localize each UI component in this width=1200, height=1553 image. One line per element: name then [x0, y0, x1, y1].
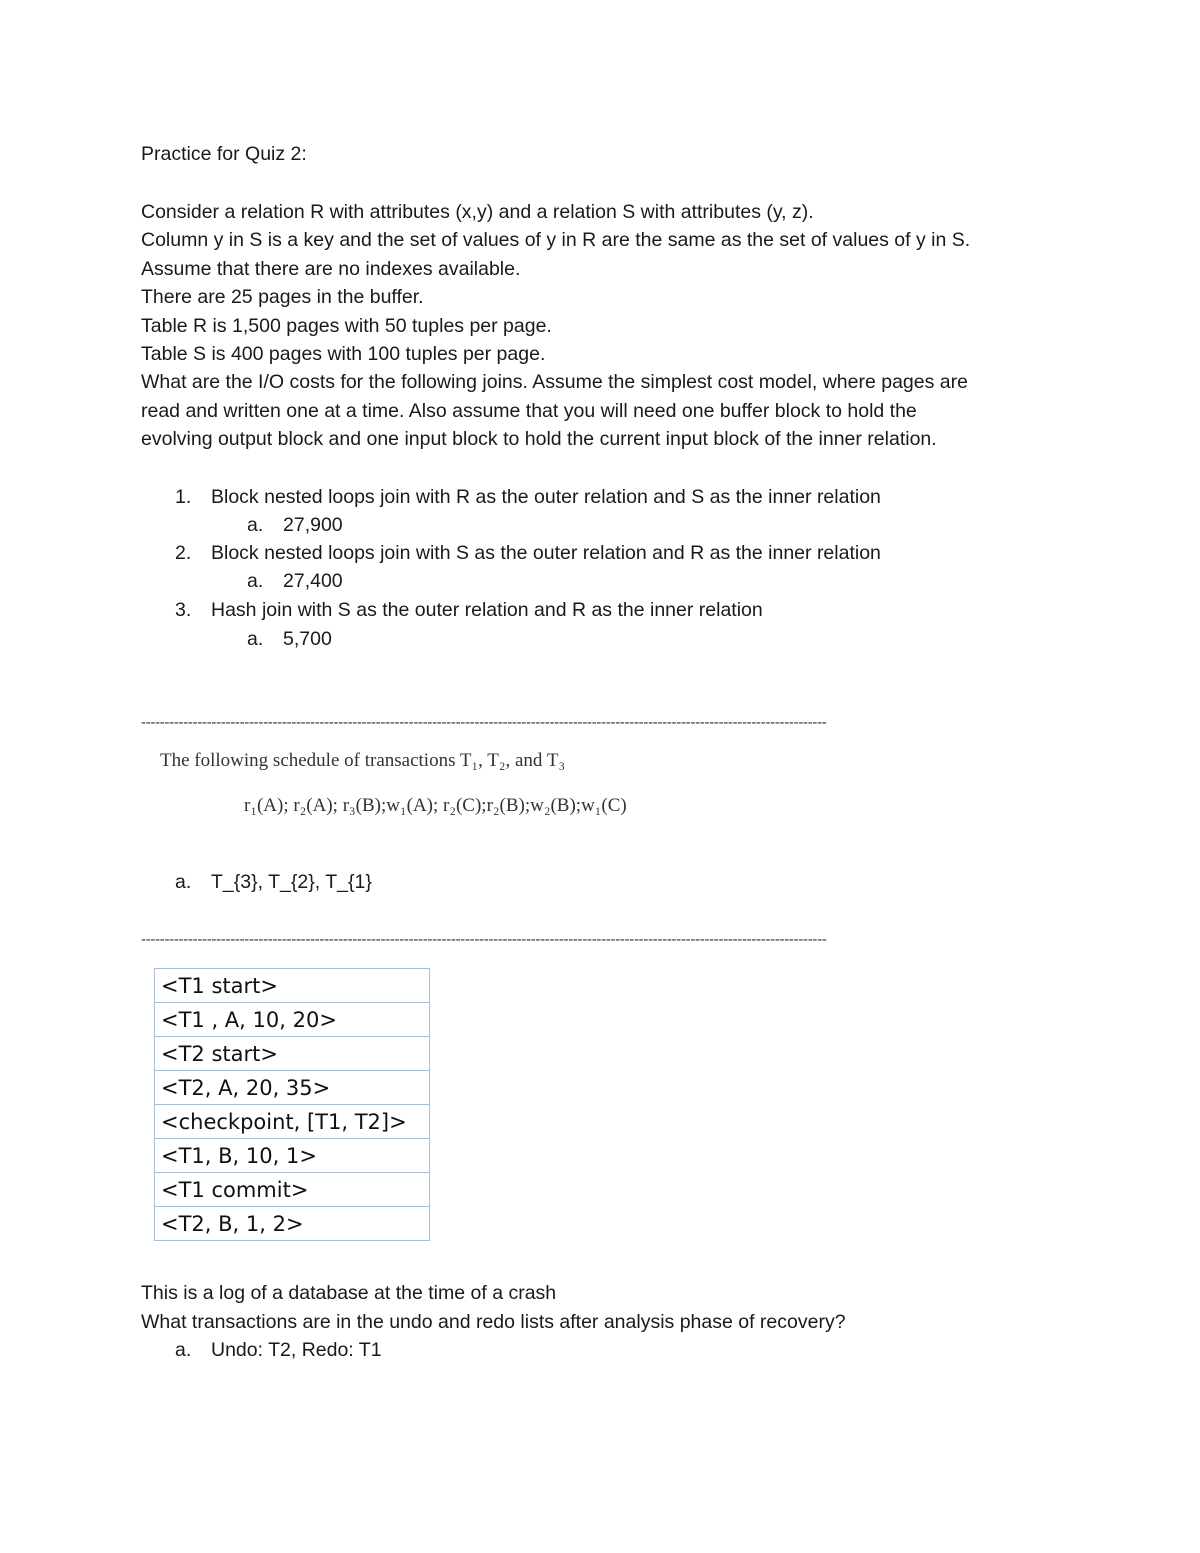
log-entry: <T1, B, 10, 1> [155, 1139, 430, 1173]
section-separator: -------------------------------------------------------------------------------------------------------------------------------------------------- [141, 714, 827, 731]
answer-label: a. [247, 514, 264, 536]
schedule-title: The following schedule of transactions T₁, T₂, and T₃ [160, 750, 566, 771]
answer-text: 27,400 [283, 570, 343, 592]
log-row [155, 1105, 430, 1139]
answer-label: a. [175, 1339, 192, 1361]
question-text: Block nested loops join with S as the outer relation and R as the inner relation [211, 542, 881, 564]
answer-text: Undo: T2, Redo: T1 [211, 1339, 382, 1361]
log-entry: <T2 start> [155, 1037, 430, 1071]
question-number: 3. [175, 599, 192, 621]
answer-label: a. [247, 628, 264, 650]
log-row [155, 1071, 430, 1105]
recovery-question [141, 1279, 846, 1336]
recovery-line: What transactions are in the undo and redo lists after analysis phase of recovery? [141, 1310, 846, 1333]
intro-line: Table S is 400 pages with 100 tuples per page. [141, 343, 546, 366]
page-title: Practice for Quiz 2: [141, 143, 307, 165]
intro-line: evolving output block and one input block to hold the current input block of the inner relation. [141, 428, 937, 451]
question-number: 2. [175, 542, 192, 564]
log-row [155, 1037, 430, 1071]
answer-label: a. [247, 570, 264, 592]
log-row [155, 1003, 430, 1037]
log-row [155, 1207, 430, 1241]
log-entry: <T2, A, 20, 35> [155, 1071, 430, 1105]
problem-statement [141, 198, 1071, 454]
section-separator: -------------------------------------------------------------------------------------------------------------------------------------------------- [141, 931, 827, 948]
question-number: 1. [175, 486, 192, 508]
intro-line: Consider a relation R with attributes (x,y) and a relation S with attributes (y, z). [141, 201, 814, 223]
intro-line: read and written one at a time. Also assume that you will need one buffer block to hold the [141, 399, 917, 422]
question-text: Hash join with S as the outer relation and R as the inner relation [211, 599, 763, 621]
log-entry: <T1 , A, 10, 20> [155, 1003, 430, 1037]
log-table [154, 968, 430, 1241]
log-row [155, 1139, 430, 1173]
intro-line: What are the I/O costs for the following joins. Assume the simplest cost model, where pages are [141, 371, 968, 394]
answer-label: a. [175, 871, 192, 893]
intro-line: Column y in S is a key and the set of values of y in R are the same as the set of values of y in S. [141, 229, 971, 252]
answer-text: T_{3}, T_{2}, T_{1} [211, 871, 372, 893]
intro-line: Table R is 1,500 pages with 50 tuples per page. [141, 314, 552, 337]
log-row [155, 1173, 430, 1207]
log-entry: <checkpoint, [T1, T2]> [155, 1105, 430, 1139]
answer-text: 27,900 [283, 514, 343, 536]
schedule-operations: r₁(A); r₂(A); r₃(B);w₁(A); r₂(C);r₂(B);w₂(B);w₁(C) [244, 795, 627, 816]
log-entry: <T1 commit> [155, 1173, 430, 1207]
intro-line: There are 25 pages in the buffer. [141, 286, 424, 309]
log-entry: <T1 start> [155, 969, 430, 1003]
recovery-line: This is a log of a database at the time of a crash [141, 1282, 557, 1304]
log-entry: <T2, B, 1, 2> [155, 1207, 430, 1241]
log-row [155, 969, 430, 1003]
question-text: Block nested loops join with R as the outer relation and S as the inner relation [211, 486, 881, 508]
answer-text: 5,700 [283, 628, 332, 650]
intro-line: Assume that there are no indexes available. [141, 257, 521, 280]
